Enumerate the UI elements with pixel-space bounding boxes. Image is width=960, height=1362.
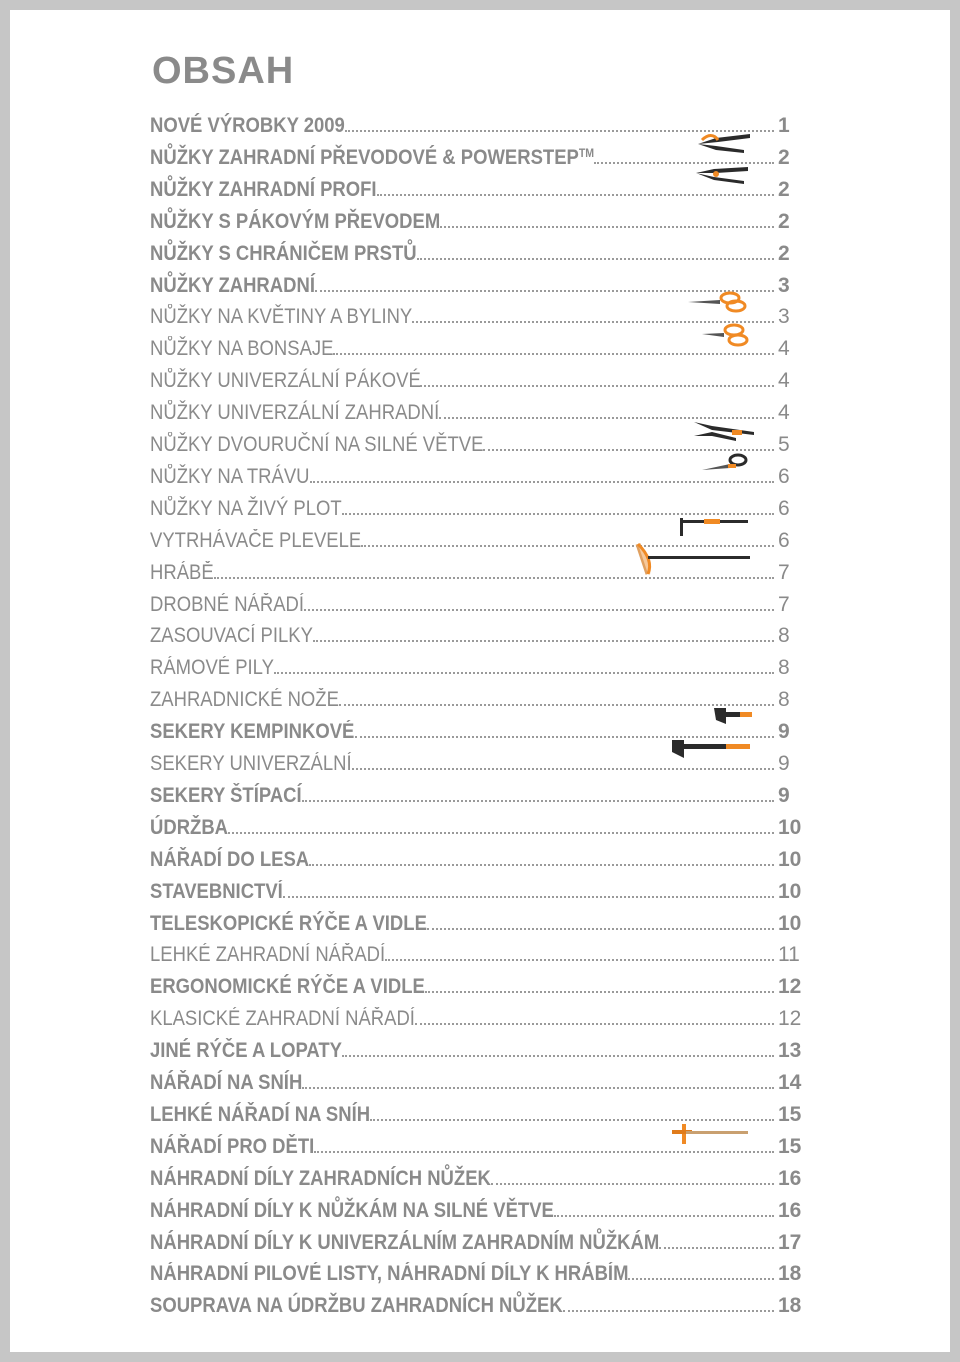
dot-leader [385, 958, 774, 961]
toc-entry-label: NŮŽKY UNIVERZÁLNÍ ZAHRADNÍ [150, 401, 440, 425]
toc-entry-page: 17 [778, 1230, 802, 1254]
toc-entry-page: 9 [778, 783, 790, 807]
toc-entry[interactable] [150, 1254, 810, 1286]
dot-leader [440, 225, 774, 228]
toc-entry-label: ERGONOMICKÉ RÝČE A VIDLE [150, 975, 425, 999]
toc-entry-page: 15 [778, 1102, 802, 1126]
toc-entry-label: SEKERY UNIVERZÁLNÍ [150, 752, 352, 775]
dot-leader [628, 1277, 774, 1280]
dot-leader [228, 831, 774, 834]
toc-entry-page: 15 [778, 1134, 802, 1158]
toc-entry-label: NÁŘADÍ NA SNÍH [150, 1071, 303, 1094]
toc-entry-label: NŮŽKY NA BONSAJE [150, 337, 334, 361]
dot-leader [304, 608, 774, 611]
toc-entry-page: 7 [778, 592, 790, 616]
toc-entry-label: NŮŽKY NA ŽIVÝ PLOT [150, 496, 342, 520]
toc-entry-page: 7 [778, 560, 790, 584]
toc-entry-label: NŮŽKY UNIVERZÁLNÍ PÁKOVÉ [150, 369, 421, 393]
weeder-icon [678, 514, 750, 538]
toc-entry-page: 13 [778, 1039, 802, 1063]
toc-entry-page: 2 [778, 209, 790, 233]
toc-entry-page: 18 [778, 1262, 802, 1286]
toc-entry-page: 9 [778, 752, 790, 775]
dot-leader [333, 352, 774, 355]
dot-leader [420, 384, 774, 387]
dot-leader [309, 863, 774, 866]
hatchet-icon [712, 706, 754, 728]
toc-entry[interactable] [150, 1031, 810, 1063]
toc-entry[interactable] [150, 648, 810, 680]
toc-entry-page: 2 [778, 241, 790, 265]
toc-entry-label: LEHKÉ NÁŘADÍ NA SNÍH [150, 1102, 371, 1126]
toc-entry-label: SEKERY ŠTÍPACÍ [150, 783, 302, 807]
toc-entry-label: NŮŽKY NA KVĚTINY A BYLINY [150, 305, 413, 329]
toc-entry-label: NÁHRADNÍ PILOVÉ LISTY, NÁHRADNÍ DÍLY K HRÁBÍM [150, 1262, 629, 1286]
toc-entry-page: 3 [778, 305, 790, 329]
toc-entry-label: ZAHRADNICKÉ NOŽE [150, 688, 339, 712]
dot-leader [563, 1309, 774, 1312]
dot-leader [417, 257, 774, 260]
toc-entry-label: TELESKOPICKÉ RÝČE A VIDLE [150, 911, 427, 935]
toc-entry-label: SEKERY KEMPINKOVÉ [150, 720, 355, 744]
toc-entry-label: NÁHRADNÍ DÍLY K UNIVERZÁLNÍM ZAHRADNÍM NŮŽKÁM [150, 1230, 660, 1254]
pruner-icon [694, 163, 752, 185]
toc-entry-page: 6 [778, 528, 790, 552]
toc-entry[interactable] [150, 808, 810, 840]
dot-leader [491, 1182, 774, 1185]
toc-entry-page: 4 [778, 337, 790, 361]
toc-entry-page: 5 [778, 433, 790, 456]
toc-entry[interactable] [150, 202, 810, 234]
toc-entry-label: NÁŘADÍ PRO DĚTI [150, 1134, 315, 1158]
toc-entry-page: 8 [778, 656, 790, 680]
toc-entry[interactable] [150, 1286, 810, 1318]
toc-entry[interactable] [150, 904, 810, 936]
toc-entry-page: 8 [778, 624, 790, 648]
dot-leader [314, 1150, 774, 1153]
dot-leader [427, 927, 774, 930]
toc-entry[interactable] [150, 680, 810, 712]
toc-entry-label: NOVÉ VÝROBKY 2009 [150, 114, 345, 137]
axe-icon [670, 736, 752, 762]
toc-entry-page: 11 [778, 943, 800, 967]
toc-entry-label: LEHKÉ ZAHRADNÍ NÁŘADÍ [150, 943, 386, 967]
toc-entry-label: SOUPRAVA NA ÚDRŽBU ZAHRADNÍCH NŮŽEK [150, 1294, 563, 1318]
toc-entry-page: 16 [778, 1166, 802, 1190]
toc-entry[interactable] [150, 361, 810, 393]
toc-entry[interactable] [150, 585, 810, 617]
dot-leader [483, 448, 774, 451]
grass-shears-icon [700, 452, 752, 476]
toc-entry-page: 10 [778, 879, 802, 903]
toc-entry-label: NŮŽKY ZAHRADNÍ PŘEVODOVÉ & POWERSTEP™ [150, 145, 595, 169]
scissors-icon [700, 322, 752, 348]
toc-entry-page: 6 [778, 464, 790, 488]
rake-icon [634, 540, 752, 578]
toc-entry-page: 9 [778, 720, 790, 744]
toc-entry-page: 2 [778, 177, 790, 201]
toc-entry-label: KLASICKÉ ZAHRADNÍ NÁŘADÍ [150, 1007, 415, 1031]
toc-entry-label: STAVEBNICTVÍ [150, 879, 283, 903]
toc-entry[interactable] [150, 1159, 810, 1191]
toc-entry-page: 10 [778, 847, 802, 871]
toc-entry[interactable] [150, 872, 810, 904]
dot-leader [274, 671, 774, 674]
toc-entry[interactable] [150, 999, 810, 1031]
dot-leader [659, 1246, 774, 1249]
dot-leader [302, 1086, 774, 1089]
toc-entry-label: NŮŽKY DVOURUČNÍ NA SILNÉ VĚTVE [150, 433, 484, 456]
toc-entry-page: 2 [778, 145, 790, 169]
lopper-icon [692, 418, 756, 442]
toc-entry-page: 10 [778, 911, 802, 935]
toc-entry-page: 1 [778, 114, 790, 137]
toc-entry[interactable] [150, 616, 810, 648]
toc-entry-label: ÚDRŽBA [150, 815, 229, 839]
toc-entry-page: 8 [778, 688, 790, 712]
page-title: OBSAH [152, 50, 295, 92]
kids-rake-icon [668, 1122, 752, 1148]
toc-entry-label: NÁHRADNÍ DÍLY K NŮŽKÁM NA SILNÉ VĚTVE [150, 1198, 554, 1222]
pruner-icon [694, 128, 754, 156]
toc-entry-label: VYTRHÁVAČE PLEVELE [150, 528, 362, 552]
toc-entry-label: HRÁBĚ [150, 560, 214, 584]
dot-leader [310, 480, 774, 483]
toc-entry-label: JINÉ RÝČE A LOPATY [150, 1039, 343, 1063]
toc-entry[interactable] [150, 840, 810, 872]
toc-entry-label: ZASOUVACÍ PILKY [150, 624, 313, 648]
toc-entry-page: 3 [778, 273, 790, 297]
dot-leader [302, 799, 774, 802]
toc-entry-label: NÁHRADNÍ DÍLY ZAHRADNÍCH NŮŽEK [150, 1166, 491, 1190]
toc-entry-label: DROBNÉ NÁŘADÍ [150, 592, 305, 616]
dot-leader [313, 639, 774, 642]
toc-entry-label: NŮŽKY ZAHRADNÍ PROFI [150, 177, 377, 201]
toc-entry[interactable] [150, 234, 810, 266]
toc-entry-page: 12 [778, 1007, 802, 1031]
dot-leader [415, 1022, 774, 1025]
dot-leader [339, 703, 774, 706]
toc-entry[interactable] [150, 776, 810, 808]
toc-entry-label: NŮŽKY S PÁKOVÝM PŘEVODEM [150, 209, 441, 233]
dot-leader [425, 990, 774, 993]
toc-entry-label: NŮŽKY ZAHRADNÍ [150, 273, 315, 297]
toc-entry-page: 14 [778, 1071, 802, 1094]
dot-leader [370, 1118, 774, 1121]
dot-leader [554, 1214, 774, 1217]
toc-entry-page: 6 [778, 496, 790, 520]
dot-leader [352, 767, 774, 770]
scissors-icon [686, 290, 750, 314]
dot-leader [283, 895, 774, 898]
toc-entry[interactable] [150, 1191, 810, 1223]
toc-entry-page: 10 [778, 815, 802, 839]
toc-entry[interactable] [150, 935, 810, 967]
toc-entry[interactable] [150, 1223, 810, 1255]
toc-entry[interactable] [150, 1063, 810, 1095]
toc-entry-label: NŮŽKY NA TRÁVU [150, 464, 310, 488]
toc-entry-page: 12 [778, 975, 802, 999]
toc-entry-page: 4 [778, 401, 790, 425]
dot-leader [342, 1054, 774, 1057]
toc-entry-page: 18 [778, 1294, 802, 1318]
toc-entry-page: 4 [778, 369, 790, 393]
toc-entry[interactable] [150, 967, 810, 999]
dot-leader [377, 193, 774, 196]
toc-entry-label: RÁMOVÉ PILY [150, 656, 274, 680]
toc-entry-page: 16 [778, 1198, 802, 1222]
toc-entry-label: NÁŘADÍ DO LESA [150, 847, 310, 871]
toc-entry-label: NŮŽKY S CHRÁNIČEM PRSTŮ [150, 241, 417, 265]
trademark-mark: TM [578, 145, 595, 160]
